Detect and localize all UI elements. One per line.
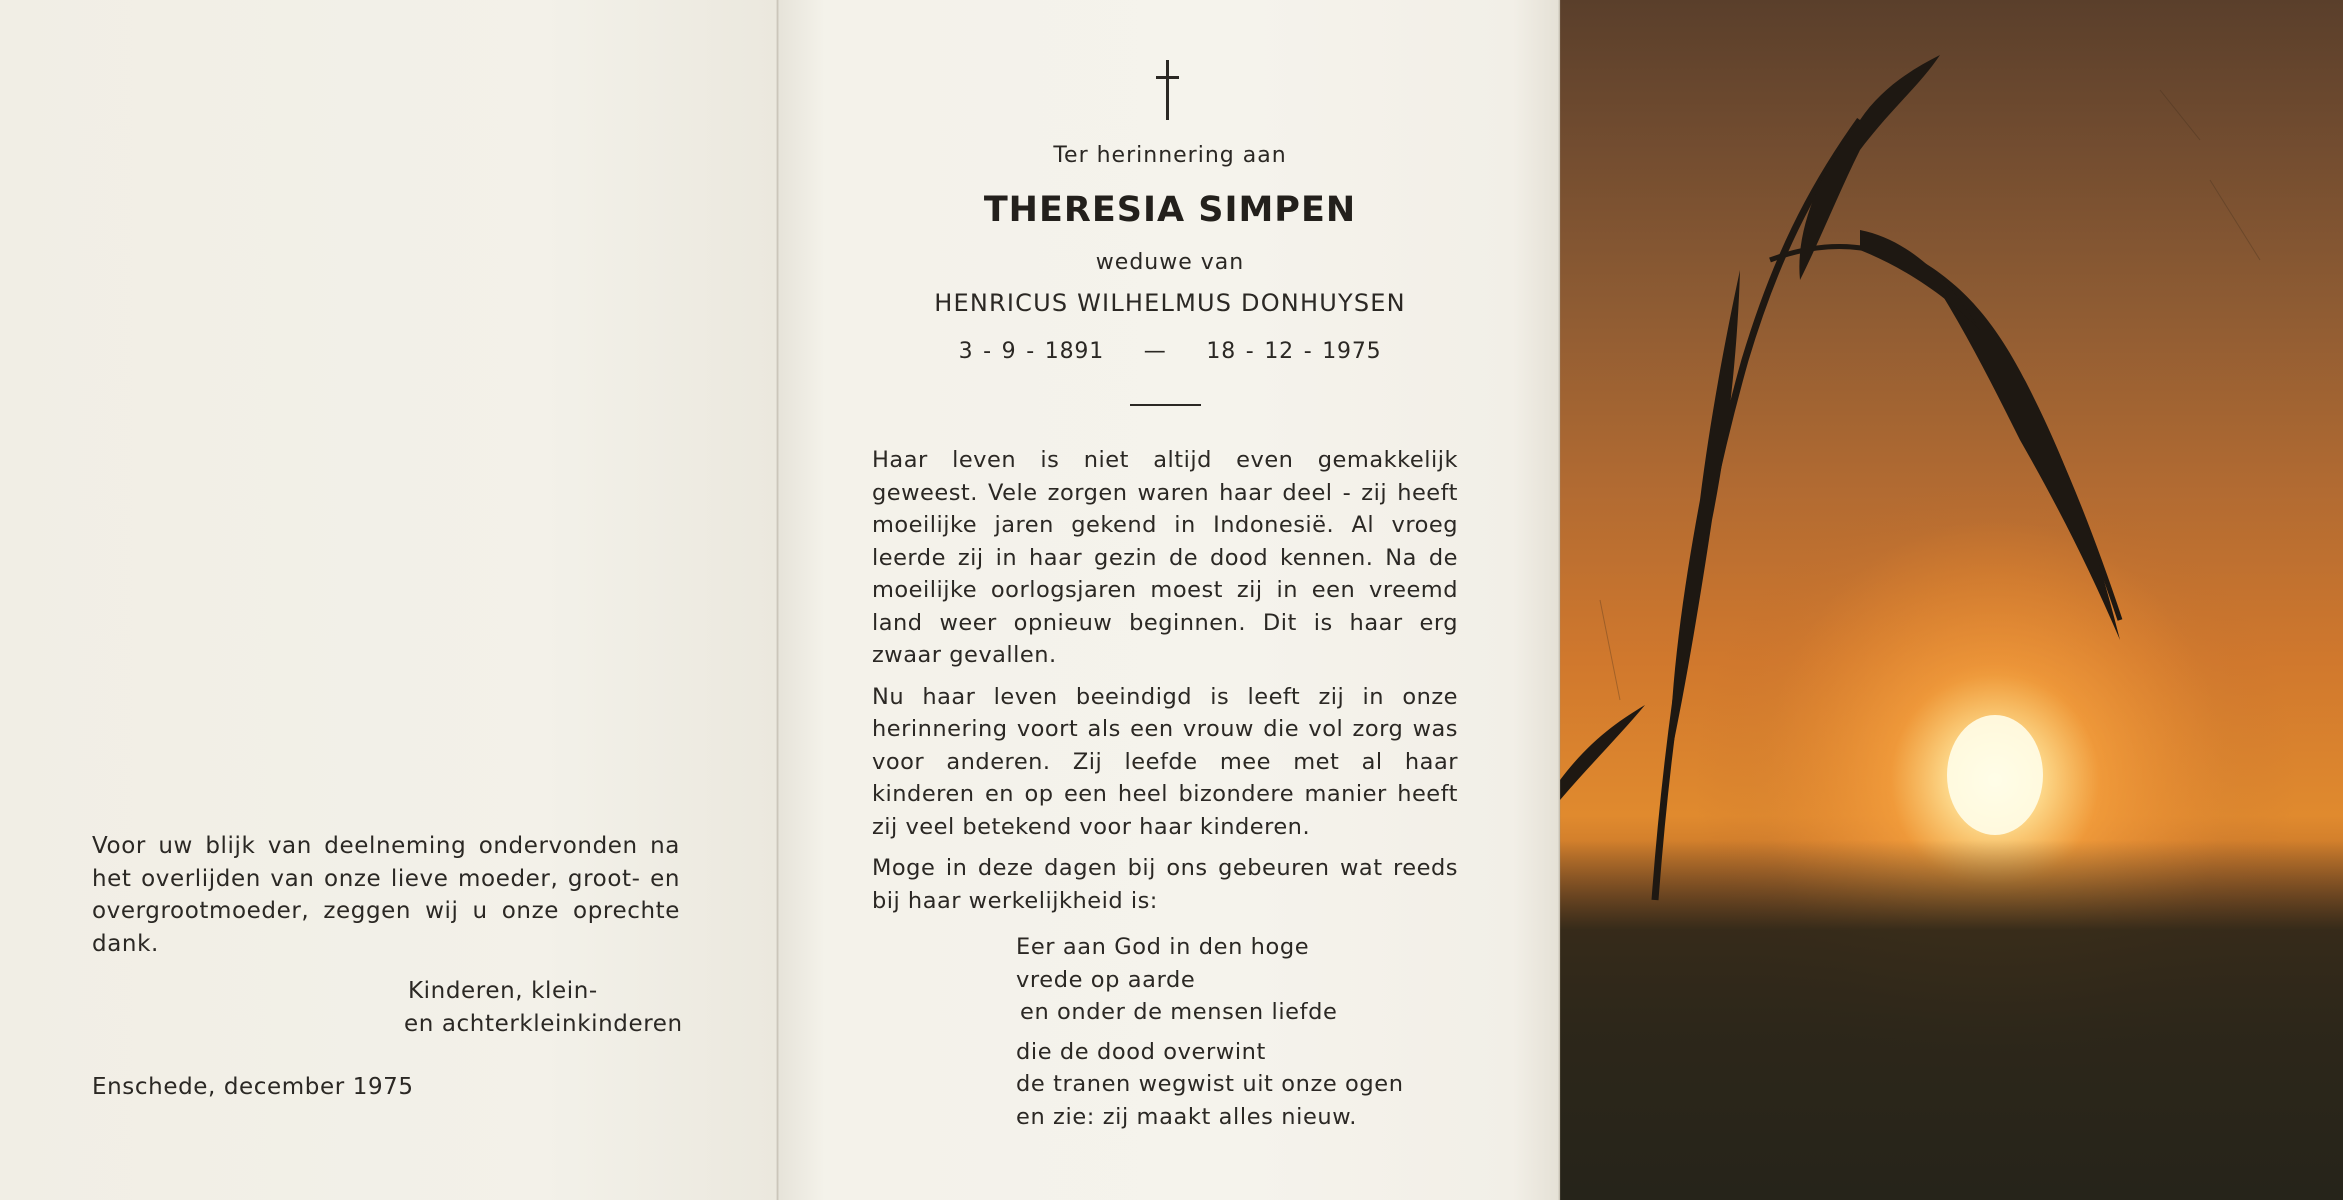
biography-paragraph: Nu haar leven beeindigd is leeft zij in onze herinnering voort als een vrouw die vol zorg was voor anderen. Zij leefde mee met al haar kinderen en op een heel bizondere manier heeft zij veel betekend voor haar kinderen. (872, 683, 1458, 840)
deceased-name: THERESIA SIMPEN (983, 190, 1357, 230)
birth-date: 3 - 9 - 1891 (958, 339, 1104, 364)
divider-rule (1130, 404, 1201, 406)
cross-icon (1152, 60, 1184, 122)
death-date: 18 - 12 - 1975 (1206, 339, 1382, 364)
place-date: Enschede, december 1975 (92, 1074, 414, 1100)
grass-silhouette-image (1560, 0, 2343, 1200)
thanks-paragraph: Voor uw blijk van deelneming ondervonden na het overlijden van onze lieve moeder, groot- en overgrootmoeder, zeggen wij u onze oprechte dank. (92, 833, 680, 957)
widow-of-text: weduwe van (1095, 250, 1245, 275)
biography-paragraph: Moge in deze dagen bij ons gebeuren wat reeds bij haar werkelijkheid is: (872, 855, 1458, 914)
fold-crease (776, 0, 779, 1200)
date-separator: — (1143, 339, 1167, 364)
poem-line: de tranen wegwist uit onze ogen (1016, 1071, 1404, 1097)
signature-line-2: en achterkleinkinderen (404, 1011, 683, 1037)
sunset-photo (1560, 0, 2343, 1200)
life-dates (860, 339, 1480, 364)
poem-line: en zie: zij maakt alles nieuw. (1016, 1103, 1357, 1130)
poem-line: die de dood overwint (1016, 1038, 1266, 1065)
signature (404, 975, 683, 1041)
poem-line: en onder de mensen liefde (1020, 999, 1338, 1025)
biography-text (872, 444, 1458, 926)
left-panel (0, 0, 778, 1200)
poem-line: Eer aan God in den hoge (1016, 934, 1310, 960)
thanks-text (92, 830, 680, 960)
poem (1016, 931, 1404, 1133)
biography-paragraph: Haar leven is niet altijd even gemakkelijk geweest. Vele zorgen waren haar deel - zij heeft moeilijke jaren gekend in Indonesië. Al vroeg leerde zij in haar gezin de dood kennen. Na de moeilijke oorlogsjaren moest zij in een vreemd land weer opnieuw beginnen. Dit is haar erg zwaar gevallen. (872, 447, 1458, 668)
poem-line: vrede op aarde (1016, 966, 1196, 993)
fold-crease (1558, 0, 1561, 1200)
intro-text: Ter herinnering aan (1053, 143, 1287, 168)
signature-line-1: Kinderen, klein- (408, 978, 598, 1004)
husband-name: HENRICUS WILHELMUS DONHUYSEN (934, 289, 1406, 317)
